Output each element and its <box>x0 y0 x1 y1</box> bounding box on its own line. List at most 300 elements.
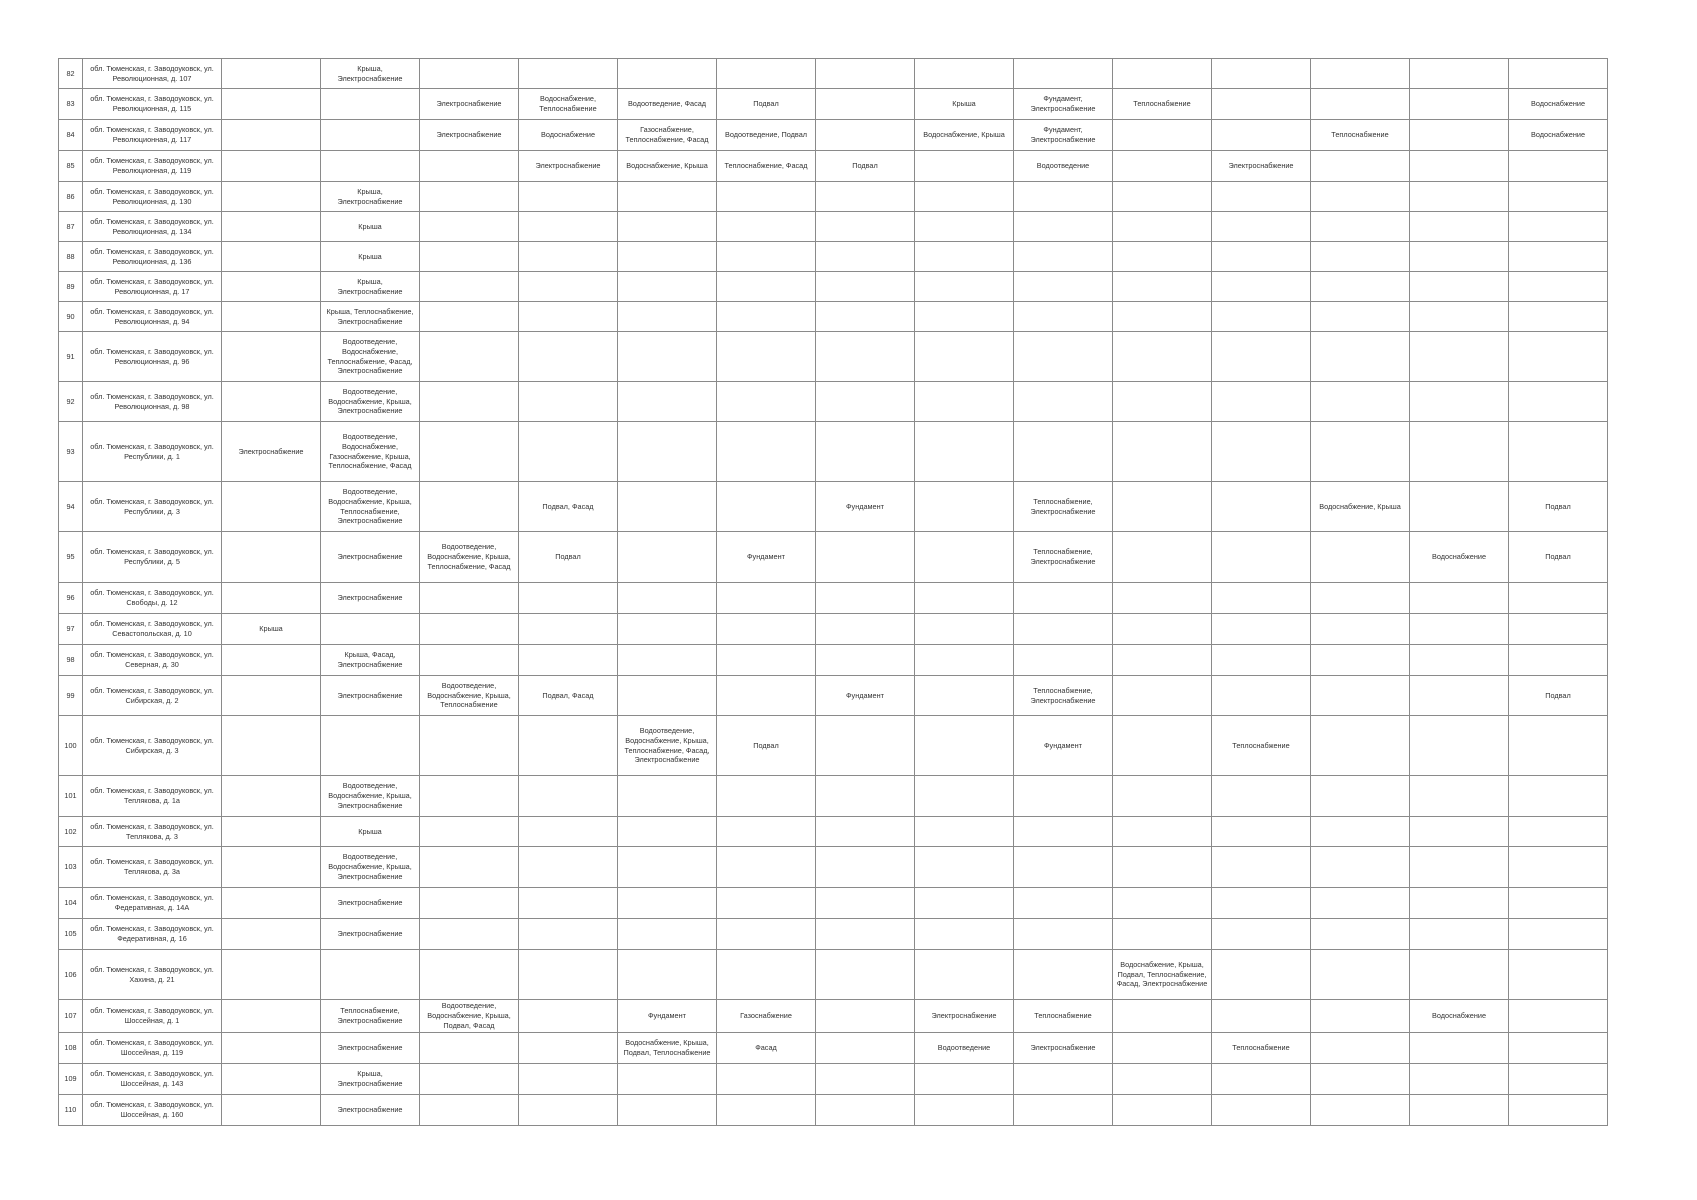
work-cell: Электроснабжение <box>321 583 420 614</box>
address-cell: обл. Тюменская, г. Заводоуковск, ул. Революционная, д. 17 <box>83 272 222 302</box>
work-cell <box>222 89 321 120</box>
work-cell: Электроснабжение <box>1014 1032 1113 1063</box>
work-cell: Водоснабжение, Крыша <box>618 151 717 182</box>
work-cell <box>1113 888 1212 919</box>
work-cell <box>1311 817 1410 847</box>
row-number: 88 <box>59 242 83 272</box>
work-cell <box>420 272 519 302</box>
work-cell <box>519 212 618 242</box>
work-cell <box>519 919 618 950</box>
work-cell: Водоотведение, Подвал <box>717 120 816 151</box>
work-cell: Крыша, Электроснабжение <box>321 182 420 212</box>
work-cell: Крыша, Электроснабжение <box>321 1063 420 1094</box>
work-cell <box>222 1063 321 1094</box>
work-cell <box>915 950 1014 1000</box>
work-cell: Фундамент, Электроснабжение <box>1014 120 1113 151</box>
work-cell <box>420 182 519 212</box>
work-cell <box>618 59 717 89</box>
work-cell <box>420 919 519 950</box>
work-cell <box>519 776 618 817</box>
work-cell <box>1509 888 1608 919</box>
work-cell: Водоснабжение <box>1509 120 1608 151</box>
work-cell <box>519 182 618 212</box>
work-cell <box>519 950 618 1000</box>
work-cell <box>717 242 816 272</box>
work-cell <box>222 332 321 382</box>
work-cell <box>1212 89 1311 120</box>
work-cell <box>1311 1032 1410 1063</box>
address-cell: обл. Тюменская, г. Заводоуковск, ул. Северная, д. 30 <box>83 645 222 676</box>
work-cell <box>1311 332 1410 382</box>
work-cell <box>915 583 1014 614</box>
work-cell <box>222 482 321 532</box>
address-cell: обл. Тюменская, г. Заводоуковск, ул. Теплякова, д. 3а <box>83 847 222 888</box>
work-cell <box>321 120 420 151</box>
table-row <box>59 382 1608 422</box>
work-cell <box>717 919 816 950</box>
work-cell <box>1509 950 1608 1000</box>
work-cell <box>519 888 618 919</box>
work-cell <box>816 583 915 614</box>
work-cell <box>519 1063 618 1094</box>
address-cell: обл. Тюменская, г. Заводоуковск, ул. Свободы, д. 12 <box>83 583 222 614</box>
work-cell <box>618 645 717 676</box>
work-cell <box>816 847 915 888</box>
row-number: 102 <box>59 817 83 847</box>
work-cell <box>915 59 1014 89</box>
table-row <box>59 1094 1608 1125</box>
address-cell: обл. Тюменская, г. Заводоуковск, ул. Севастопольская, д. 10 <box>83 614 222 645</box>
work-cell <box>1113 332 1212 382</box>
row-number: 87 <box>59 212 83 242</box>
work-cell: Подвал <box>1509 532 1608 583</box>
work-cell <box>1311 583 1410 614</box>
work-cell <box>618 919 717 950</box>
work-cell: Фундамент <box>1014 716 1113 776</box>
address-cell: обл. Тюменская, г. Заводоуковск, ул. Республики, д. 3 <box>83 482 222 532</box>
table-row <box>59 482 1608 532</box>
work-cell: Теплоснабжение <box>1113 89 1212 120</box>
work-cell <box>321 151 420 182</box>
work-cell <box>1212 302 1311 332</box>
row-number: 93 <box>59 422 83 482</box>
work-cell <box>321 614 420 645</box>
work-cell <box>1311 1063 1410 1094</box>
work-cell <box>1410 817 1509 847</box>
work-cell <box>519 242 618 272</box>
work-cell <box>1311 614 1410 645</box>
work-cell <box>1212 847 1311 888</box>
work-cell <box>1509 272 1608 302</box>
work-cell: Теплоснабжение <box>1014 1000 1113 1033</box>
work-cell <box>1212 532 1311 583</box>
work-cell <box>420 950 519 1000</box>
work-cell <box>816 1063 915 1094</box>
work-cell <box>816 532 915 583</box>
work-cell <box>618 1063 717 1094</box>
work-cell <box>1212 272 1311 302</box>
address-cell: обл. Тюменская, г. Заводоуковск, ул. Шоссейная, д. 1 <box>83 1000 222 1033</box>
address-cell: обл. Тюменская, г. Заводоуковск, ул. Революционная, д. 136 <box>83 242 222 272</box>
table-row <box>59 151 1608 182</box>
address-cell: обл. Тюменская, г. Заводоуковск, ул. Теплякова, д. 1а <box>83 776 222 817</box>
work-cell <box>1410 950 1509 1000</box>
work-cell <box>1212 676 1311 716</box>
work-cell <box>420 242 519 272</box>
work-cell <box>915 482 1014 532</box>
address-cell: обл. Тюменская, г. Заводоуковск, ул. Республики, д. 5 <box>83 532 222 583</box>
work-cell <box>816 1032 915 1063</box>
work-cell <box>1410 59 1509 89</box>
work-cell <box>1014 332 1113 382</box>
address-cell: обл. Тюменская, г. Заводоуковск, ул. Федеративная, д. 16 <box>83 919 222 950</box>
address-cell: обл. Тюменская, г. Заводоуковск, ул. Теплякова, д. 3 <box>83 817 222 847</box>
work-cell <box>1014 888 1113 919</box>
work-cell <box>1410 242 1509 272</box>
work-cell <box>816 422 915 482</box>
work-cell <box>222 302 321 332</box>
work-cell <box>816 242 915 272</box>
work-cell: Водоотведение <box>915 1032 1014 1063</box>
address-cell: обл. Тюменская, г. Заводоуковск, ул. Шоссейная, д. 160 <box>83 1094 222 1125</box>
row-number: 82 <box>59 59 83 89</box>
work-cell <box>816 1000 915 1033</box>
work-cell <box>1212 59 1311 89</box>
work-cell <box>717 1094 816 1125</box>
address-cell: обл. Тюменская, г. Заводоуковск, ул. Федеративная, д. 14А <box>83 888 222 919</box>
work-cell <box>816 120 915 151</box>
work-cell <box>222 817 321 847</box>
table-row <box>59 182 1608 212</box>
work-cell <box>816 382 915 422</box>
row-number: 83 <box>59 89 83 120</box>
work-cell <box>1410 676 1509 716</box>
work-cell <box>816 212 915 242</box>
work-cell <box>222 676 321 716</box>
work-cell: Фундамент, Электроснабжение <box>1014 89 1113 120</box>
work-cell <box>1113 532 1212 583</box>
table-row <box>59 716 1608 776</box>
work-cell: Электроснабжение <box>321 532 420 583</box>
work-cell <box>1014 212 1113 242</box>
work-cell: Водоотведение, Водоснабжение, Крыша, Электроснабжение <box>321 776 420 817</box>
row-number: 96 <box>59 583 83 614</box>
work-cell <box>1212 182 1311 212</box>
work-cell <box>1113 614 1212 645</box>
row-number: 85 <box>59 151 83 182</box>
work-cell <box>1212 1000 1311 1033</box>
work-cell <box>420 716 519 776</box>
address-cell: обл. Тюменская, г. Заводоуковск, ул. Республики, д. 1 <box>83 422 222 482</box>
work-cell <box>1212 382 1311 422</box>
table-row <box>59 422 1608 482</box>
work-cell: Подвал, Фасад <box>519 676 618 716</box>
work-cell <box>222 272 321 302</box>
work-cell <box>1509 817 1608 847</box>
work-cell <box>1212 645 1311 676</box>
table-row <box>59 817 1608 847</box>
work-cell <box>222 212 321 242</box>
work-cell <box>1113 272 1212 302</box>
work-cell <box>1113 776 1212 817</box>
work-cell: Подвал <box>717 716 816 776</box>
work-cell <box>915 888 1014 919</box>
table-row <box>59 212 1608 242</box>
table-row <box>59 242 1608 272</box>
work-cell <box>222 1000 321 1033</box>
work-cell <box>222 919 321 950</box>
work-cell <box>1014 614 1113 645</box>
work-cell <box>1212 212 1311 242</box>
address-cell: обл. Тюменская, г. Заводоуковск, ул. Революционная, д. 98 <box>83 382 222 422</box>
work-cell: Крыша <box>222 614 321 645</box>
work-cell <box>519 382 618 422</box>
work-cell <box>222 645 321 676</box>
work-cell <box>915 532 1014 583</box>
row-number: 91 <box>59 332 83 382</box>
work-cell: Фундамент <box>816 482 915 532</box>
table-row <box>59 89 1608 120</box>
work-cell <box>1014 182 1113 212</box>
work-cell: Крыша, Электроснабжение <box>321 59 420 89</box>
work-cell <box>1509 776 1608 817</box>
row-number: 106 <box>59 950 83 1000</box>
work-cell: Водоснабжение, Теплоснабжение <box>519 89 618 120</box>
work-cell <box>1212 817 1311 847</box>
work-cell <box>717 182 816 212</box>
work-cell <box>1509 1032 1608 1063</box>
work-cell <box>717 272 816 302</box>
work-cell <box>519 59 618 89</box>
work-cell <box>420 1094 519 1125</box>
work-cell: Водоснабжение, Крыша, Подвал, Теплоснабжение, Фасад, Электроснабжение <box>1113 950 1212 1000</box>
work-cell <box>1014 59 1113 89</box>
work-cell <box>1113 1063 1212 1094</box>
work-cell <box>915 422 1014 482</box>
table-row <box>59 888 1608 919</box>
work-cell <box>1212 332 1311 382</box>
work-cell <box>222 182 321 212</box>
table-body <box>59 59 1608 1126</box>
work-cell <box>222 583 321 614</box>
work-cell <box>420 1063 519 1094</box>
work-cell <box>1014 583 1113 614</box>
work-cell <box>1113 817 1212 847</box>
work-cell <box>1113 1094 1212 1125</box>
work-cell <box>717 59 816 89</box>
work-cell <box>1509 583 1608 614</box>
work-cell <box>717 817 816 847</box>
work-cell: Крыша <box>321 242 420 272</box>
work-cell <box>420 888 519 919</box>
work-cell <box>1509 1094 1608 1125</box>
work-cell <box>1311 676 1410 716</box>
work-cell <box>1410 332 1509 382</box>
work-cell <box>1113 645 1212 676</box>
work-cell <box>1311 302 1410 332</box>
work-cell <box>1212 120 1311 151</box>
work-cell: Водоотведение, Водоснабжение, Теплоснабжение, Фасад, Электроснабжение <box>321 332 420 382</box>
work-cell <box>1410 776 1509 817</box>
work-cell: Теплоснабжение <box>1212 716 1311 776</box>
work-cell <box>915 919 1014 950</box>
work-cell <box>816 950 915 1000</box>
work-cell <box>519 583 618 614</box>
work-cell <box>1014 919 1113 950</box>
row-number: 94 <box>59 482 83 532</box>
work-cell <box>1113 676 1212 716</box>
work-cell <box>816 645 915 676</box>
address-cell: обл. Тюменская, г. Заводоуковск, ул. Сибирская, д. 2 <box>83 676 222 716</box>
address-cell: обл. Тюменская, г. Заводоуковск, ул. Революционная, д. 117 <box>83 120 222 151</box>
work-cell <box>717 1063 816 1094</box>
work-cell <box>915 242 1014 272</box>
work-cell <box>618 382 717 422</box>
address-cell: обл. Тюменская, г. Заводоуковск, ул. Революционная, д. 130 <box>83 182 222 212</box>
work-cell: Электроснабжение <box>321 1094 420 1125</box>
work-cell <box>1212 614 1311 645</box>
work-cell <box>1014 847 1113 888</box>
work-cell <box>1410 382 1509 422</box>
work-cell: Водоотведение <box>1014 151 1113 182</box>
work-cell <box>222 120 321 151</box>
work-cell <box>1212 1063 1311 1094</box>
work-cell <box>816 776 915 817</box>
address-cell: обл. Тюменская, г. Заводоуковск, ул. Революционная, д. 134 <box>83 212 222 242</box>
work-cell <box>1212 888 1311 919</box>
work-cell <box>1509 919 1608 950</box>
work-cell <box>1311 1094 1410 1125</box>
table-row <box>59 776 1608 817</box>
work-cell <box>519 817 618 847</box>
address-cell: обл. Тюменская, г. Заводоуковск, ул. Шоссейная, д. 119 <box>83 1032 222 1063</box>
work-cell <box>618 847 717 888</box>
work-cell <box>1113 482 1212 532</box>
work-cell <box>1014 1094 1113 1125</box>
work-cell <box>420 817 519 847</box>
work-cell <box>1410 716 1509 776</box>
work-cell <box>618 583 717 614</box>
work-cell: Электроснабжение <box>519 151 618 182</box>
work-cell: Водоотведение, Водоснабжение, Крыша, Подвал, Фасад <box>420 1000 519 1033</box>
work-cell <box>321 716 420 776</box>
work-cell <box>1311 422 1410 482</box>
work-cell <box>1014 645 1113 676</box>
row-number: 86 <box>59 182 83 212</box>
work-cell <box>717 422 816 482</box>
address-cell: обл. Тюменская, г. Заводоуковск, ул. Революционная, д. 119 <box>83 151 222 182</box>
work-cell <box>1311 59 1410 89</box>
work-cell: Теплоснабжение, Электроснабжение <box>1014 532 1113 583</box>
work-cell <box>915 676 1014 716</box>
work-cell: Фундамент <box>618 1000 717 1033</box>
work-cell <box>420 422 519 482</box>
work-cell: Электроснабжение <box>321 1032 420 1063</box>
work-cell <box>420 645 519 676</box>
work-cell: Электроснабжение <box>321 888 420 919</box>
work-cell <box>1014 817 1113 847</box>
work-cell <box>519 645 618 676</box>
work-cell <box>519 302 618 332</box>
work-cell: Водоснабжение, Крыша <box>1311 482 1410 532</box>
work-cell <box>618 422 717 482</box>
work-cell: Крыша <box>321 817 420 847</box>
table-row <box>59 120 1608 151</box>
work-cell <box>1509 382 1608 422</box>
row-number: 108 <box>59 1032 83 1063</box>
work-cell <box>915 272 1014 302</box>
work-cell <box>519 847 618 888</box>
work-cell <box>1410 1063 1509 1094</box>
work-cell <box>1311 716 1410 776</box>
work-cell: Газоснабжение <box>717 1000 816 1033</box>
work-cell <box>1311 1000 1410 1033</box>
work-cell <box>816 614 915 645</box>
row-number: 98 <box>59 645 83 676</box>
work-cell <box>717 302 816 332</box>
work-cell <box>816 817 915 847</box>
work-cell: Водоотведение, Водоснабжение, Крыша, Теплоснабжение, Фасад <box>420 532 519 583</box>
work-cell: Крыша, Электроснабжение <box>321 272 420 302</box>
work-cell <box>1509 302 1608 332</box>
work-cell <box>1410 89 1509 120</box>
address-cell: обл. Тюменская, г. Заводоуковск, ул. Революционная, д. 115 <box>83 89 222 120</box>
work-cell <box>1410 1094 1509 1125</box>
work-cell <box>618 1094 717 1125</box>
work-cell <box>915 332 1014 382</box>
work-cell <box>1014 382 1113 422</box>
work-cell <box>1212 919 1311 950</box>
work-cell <box>618 532 717 583</box>
work-cell <box>618 776 717 817</box>
work-cell <box>222 847 321 888</box>
work-cell <box>618 212 717 242</box>
work-cell <box>816 272 915 302</box>
work-cell <box>816 919 915 950</box>
work-cell <box>222 950 321 1000</box>
work-cell <box>519 332 618 382</box>
work-cell <box>1212 776 1311 817</box>
work-cell: Электроснабжение <box>915 1000 1014 1033</box>
work-cell <box>420 482 519 532</box>
work-cell <box>1410 120 1509 151</box>
work-cell <box>1410 1032 1509 1063</box>
work-cell <box>420 59 519 89</box>
work-cell: Водоотведение, Водоснабжение, Крыша, Электроснабжение <box>321 382 420 422</box>
work-cell <box>222 59 321 89</box>
work-cell <box>1410 583 1509 614</box>
work-cell <box>1509 847 1608 888</box>
table-row <box>59 532 1608 583</box>
row-number: 109 <box>59 1063 83 1094</box>
work-cell <box>915 776 1014 817</box>
row-number: 92 <box>59 382 83 422</box>
work-cell <box>816 1094 915 1125</box>
work-cell <box>915 614 1014 645</box>
work-cell: Электроснабжение <box>420 120 519 151</box>
work-cell <box>1113 422 1212 482</box>
work-cell <box>1509 1063 1608 1094</box>
work-cell <box>1509 1000 1608 1033</box>
work-cell <box>1113 716 1212 776</box>
work-cell <box>1410 272 1509 302</box>
work-cell <box>321 89 420 120</box>
work-cell <box>1113 182 1212 212</box>
work-cell <box>1113 120 1212 151</box>
work-cell <box>1410 847 1509 888</box>
work-cell: Водоотведение, Водоснабжение, Крыша, Теплоснабжение, Фасад, Электроснабжение <box>618 716 717 776</box>
work-cell <box>1410 302 1509 332</box>
